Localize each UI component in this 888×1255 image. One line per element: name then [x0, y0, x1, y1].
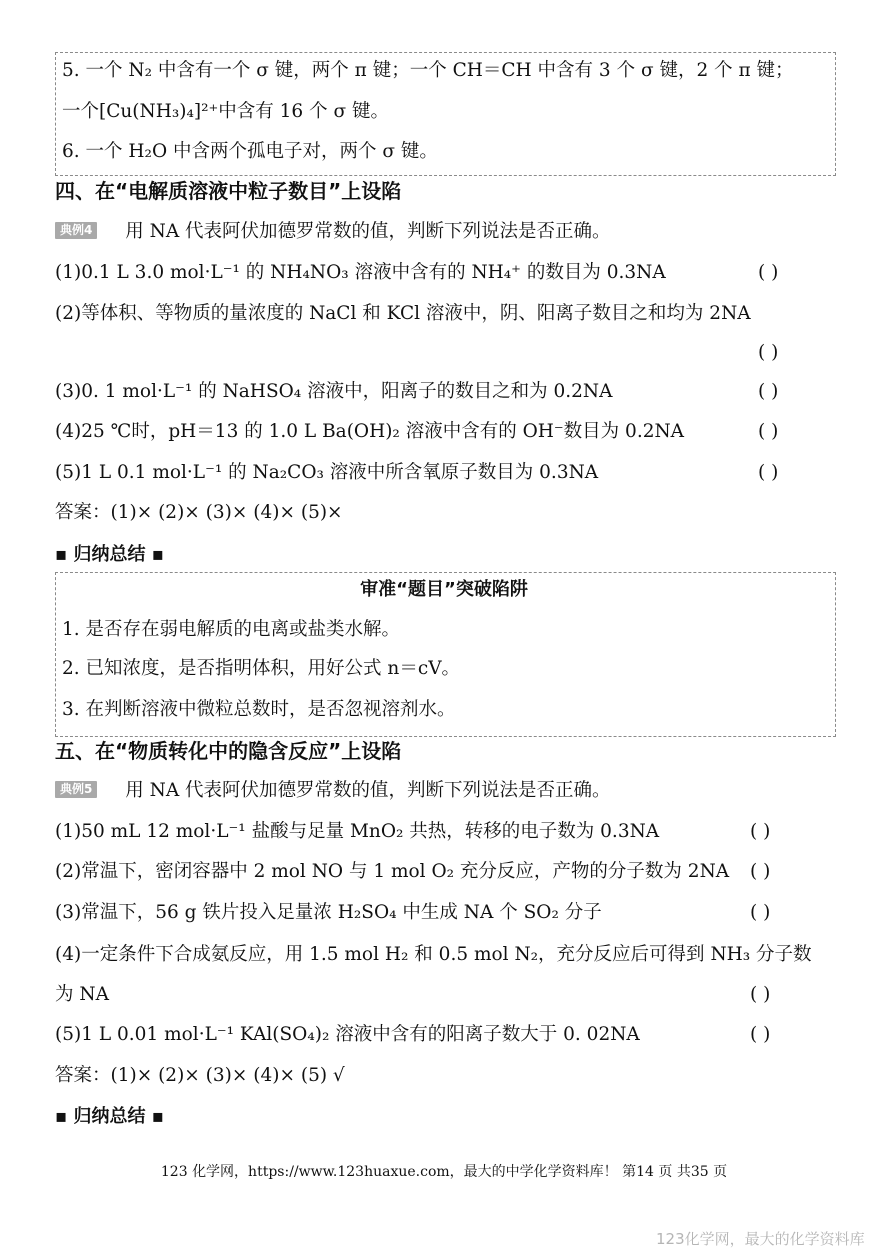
section4-intro: 用 NA 代表阿伏加德罗常数的值，判断下列说法是否正确。: [125, 221, 611, 242]
s4-answer: 答案：(1)× (2)× (3)× (4)× (5)×: [55, 502, 343, 523]
s5-question-2: (2)常温下，密闭容器中 2 mol NO 与 1 mol O₂ 充分反应，产物的分子数为 2NA: [55, 861, 730, 882]
s5-answer-blank-1[interactable]: ( ): [750, 821, 771, 842]
s5-answer-blank-3[interactable]: ( ): [750, 902, 771, 923]
s5-answer-blank-5[interactable]: ( ): [750, 1024, 771, 1045]
s4-answer-blank-3[interactable]: ( ): [758, 381, 779, 402]
s4-question-2: (2)等体积、等物质的量浓度的 NaCl 和 KCl 溶液中，阴、阳离子数目之和均为 2NA: [55, 303, 751, 324]
s5-summary-label: ▪ 归纳总结 ▪: [55, 1106, 164, 1127]
box1-line1: 5. 一个 N₂ 中含有一个 σ 键，两个 π 键；一个 CH＝CH 中含有 3 个 σ 键，2 个 π 键；: [62, 60, 794, 81]
box2-line3: 3. 在判断溶液中微粒总数时，是否忽视溶剂水。: [62, 699, 456, 720]
page-footer: 123 化学网，https://www.123huaxue.com，最大的中学化学资料库！ 第14 页 共35 页: [160, 1164, 728, 1180]
s5-answer-blank-4[interactable]: ( ): [750, 984, 771, 1005]
section5-intro-row: [55, 779, 611, 803]
example-tag: 典例5: [55, 781, 97, 798]
s5-question-4-cont: 为 NA: [55, 984, 109, 1005]
section5-intro: 用 NA 代表阿伏加德罗常数的值，判断下列说法是否正确。: [125, 780, 611, 801]
section4-intro-row: [55, 220, 611, 244]
s4-answer-blank-5[interactable]: ( ): [758, 462, 779, 483]
watermark-text: 123化学网，最大的化学资料库: [656, 1230, 865, 1248]
box2-line2: 2. 已知浓度，是否指明体积，用好公式 n＝cV。: [62, 658, 461, 679]
s5-question-1: (1)50 mL 12 mol·L⁻¹ 盐酸与足量 MnO₂ 共热，转移的电子数为 0.3NA: [55, 821, 660, 842]
s4-answer-blank-1[interactable]: ( ): [758, 262, 779, 283]
box2-title: 审准“题目”突破陷阱: [360, 579, 528, 600]
s4-question-3: (3)0. 1 mol·L⁻¹ 的 NaHSO₄ 溶液中，阳离子的数目之和为 0.2NA: [55, 381, 613, 402]
s5-answer-blank-2[interactable]: ( ): [750, 861, 771, 882]
s4-answer-blank-2[interactable]: ( ): [758, 342, 779, 363]
s4-question-5: (5)1 L 0.1 mol·L⁻¹ 的 Na₂CO₃ 溶液中所含氧原子数目为 0.3NA: [55, 462, 599, 483]
s5-answer: 答案：(1)× (2)× (3)× (4)× (5) √: [55, 1065, 345, 1086]
box1-line3: 6. 一个 H₂O 中含两个孤电子对，两个 σ 键。: [62, 141, 438, 162]
s4-answer-blank-4[interactable]: ( ): [758, 421, 779, 442]
s5-question-4: (4)一定条件下合成氨反应，用 1.5 mol H₂ 和 0.5 mol N₂，充分反应后可得到 NH₃ 分子数: [55, 944, 812, 965]
box1-line2: 一个[Cu(NH₃)₄]²⁺中含有 16 个 σ 键。: [62, 101, 389, 122]
section4-heading: 四、在“电解质溶液中粒子数目”上设陷: [55, 179, 402, 203]
s5-question-3: (3)常温下，56 g 铁片投入足量浓 H₂SO₄ 中生成 NA 个 SO₂ 分子: [55, 902, 602, 923]
s4-question-1: (1)0.1 L 3.0 mol·L⁻¹ 的 NH₄NO₃ 溶液中含有的 NH₄⁺ 的数目为 0.3NA: [55, 262, 666, 283]
section5-heading: 五、在“物质转化中的隐含反应”上设陷: [55, 739, 402, 763]
box2-line1: 1. 是否存在弱电解质的电离或盐类水解。: [62, 619, 401, 640]
example-tag: 典例4: [55, 222, 97, 239]
s4-question-4: (4)25 ℃时，pH＝13 的 1.0 L Ba(OH)₂ 溶液中含有的 OH⁻数目为 0.2NA: [55, 421, 685, 442]
s4-summary-label: ▪ 归纳总结 ▪: [55, 544, 164, 565]
s5-question-5: (5)1 L 0.01 mol·L⁻¹ KAl(SO₄)₂ 溶液中含有的阳离子数大于 0. 02NA: [55, 1024, 640, 1045]
